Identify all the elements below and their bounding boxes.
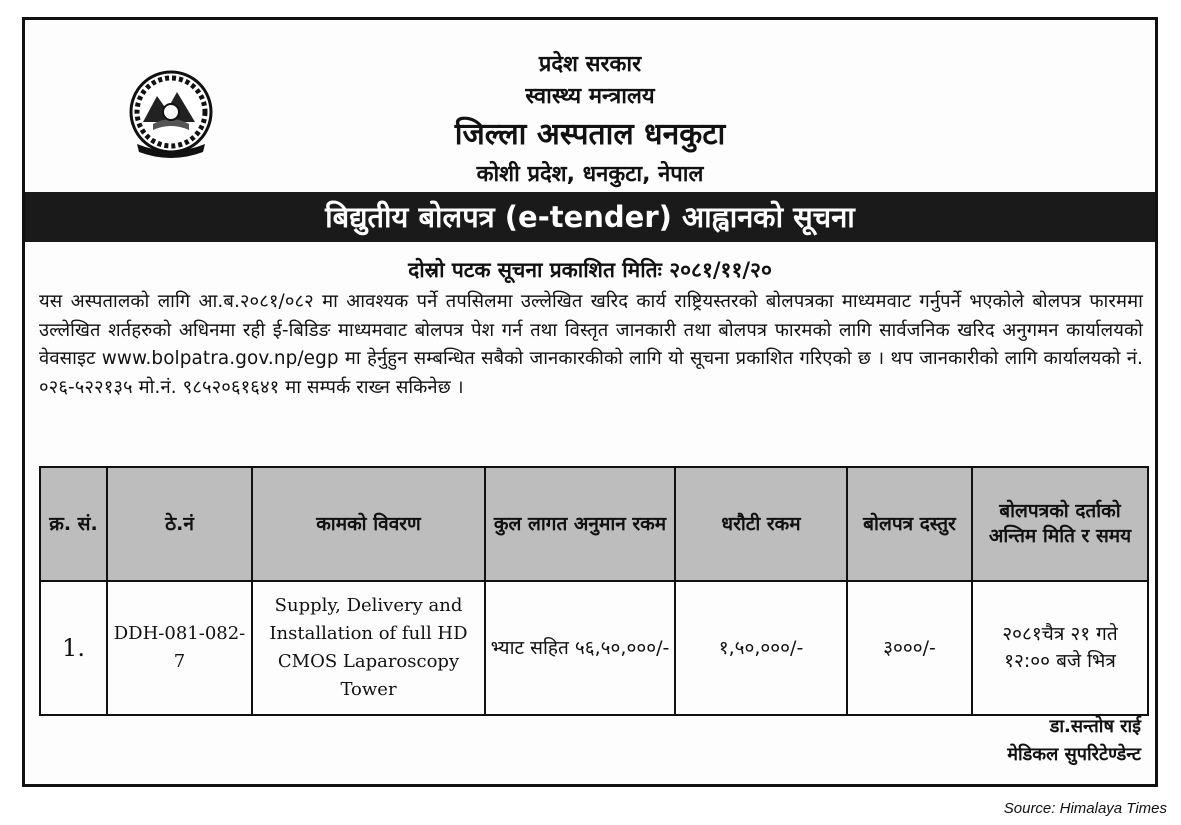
header-bid-fee: बोलपत्र दस्तुर — [847, 467, 972, 581]
province-government: प्रदेश सरकार — [538, 52, 642, 77]
table-row — [40, 581, 1148, 715]
source-credit: Source: Himalaya Times — [1003, 800, 1167, 817]
cell-contract-no: DDH-081-082-7 — [107, 581, 252, 715]
cell-deadline: २०८१चैत्र २१ गते १२:०० बजे भित्र — [972, 581, 1148, 715]
ministry-name: स्वास्थ्य मन्त्रालय — [525, 84, 655, 109]
hospital-name: जिल्ला अस्पताल धनकुटा — [454, 117, 726, 152]
header-serial: क्र. सं. — [40, 467, 107, 581]
notice-body: यस अस्पतालको लागि आ.ब.२०८१/०८२ मा आवश्यक पर्ने तपसिलमा उल्लेखित खरिद कार्य राष्ट्रियस्तरको बोलपत्रका माध्यमवाट गर्नुपर्ने भएकोले बोलपत्र फारममा उल्लेखित शर्तहरुको अधिनमा रही ई-बिडिङ माध्यमवाट बोलपत्र पेश गर्न तथा विस्तृत जानकारी तथा बोलपत्र फारमको लागि सार्वजनिक खरिद अनुगमन कार्यालयको वेवसाइट www.bolpatra.gov.np/egp मा हेर्नुहुन सम्बन्धित सबैको जानकारकीको लागि यो सूचना प्रकाशित गरिएको छ । थप जानकारीको लागि कार्यालयको नं. ०२६-५२२१३५ मो.नं. ९८५२०६१६४१ मा सम्पर्क राख्न सकिनेछ । — [39, 291, 1143, 398]
header-estimated-cost: कुल लागत अनुमान रकम — [485, 467, 675, 581]
cell-serial: 1. — [40, 581, 107, 715]
cell-description: Supply, Delivery and Installation of full HD CMOS Laparoscopy Tower — [252, 581, 485, 715]
signatory-name: डा.सन्तोष राई — [1049, 716, 1141, 737]
cell-bid-security: १,५०,०००/- — [675, 581, 847, 715]
cell-estimated-cost: भ्याट सहित ५६,५०,०००/- — [485, 581, 675, 715]
publish-date: दोस्रो पटक सूचना प्रकाशित मितिः २०८१/११/२० — [408, 258, 772, 282]
header-contract-no: ठे.नं — [107, 467, 252, 581]
header-deadline: बोलपत्रको दर्ताको अन्तिम मिति र समय — [972, 467, 1148, 581]
hospital-address: कोशी प्रदेश, धनकुटा, नेपाल — [476, 162, 704, 187]
header-description: कामको विवरण — [252, 467, 485, 581]
tender-table — [39, 466, 1149, 716]
notice-frame — [22, 17, 1158, 787]
signatory-title: मेडिकल सुपरिटेण्डेन्ट — [1007, 744, 1141, 765]
cell-bid-fee: ३०००/- — [847, 581, 972, 715]
table-header-row — [40, 467, 1148, 581]
header-bid-security: धरौटी रकम — [675, 467, 847, 581]
notice-title-banner: बिद्युतीय बोलपत्र (e-tender) आह्वानको सूचना — [25, 192, 1155, 242]
